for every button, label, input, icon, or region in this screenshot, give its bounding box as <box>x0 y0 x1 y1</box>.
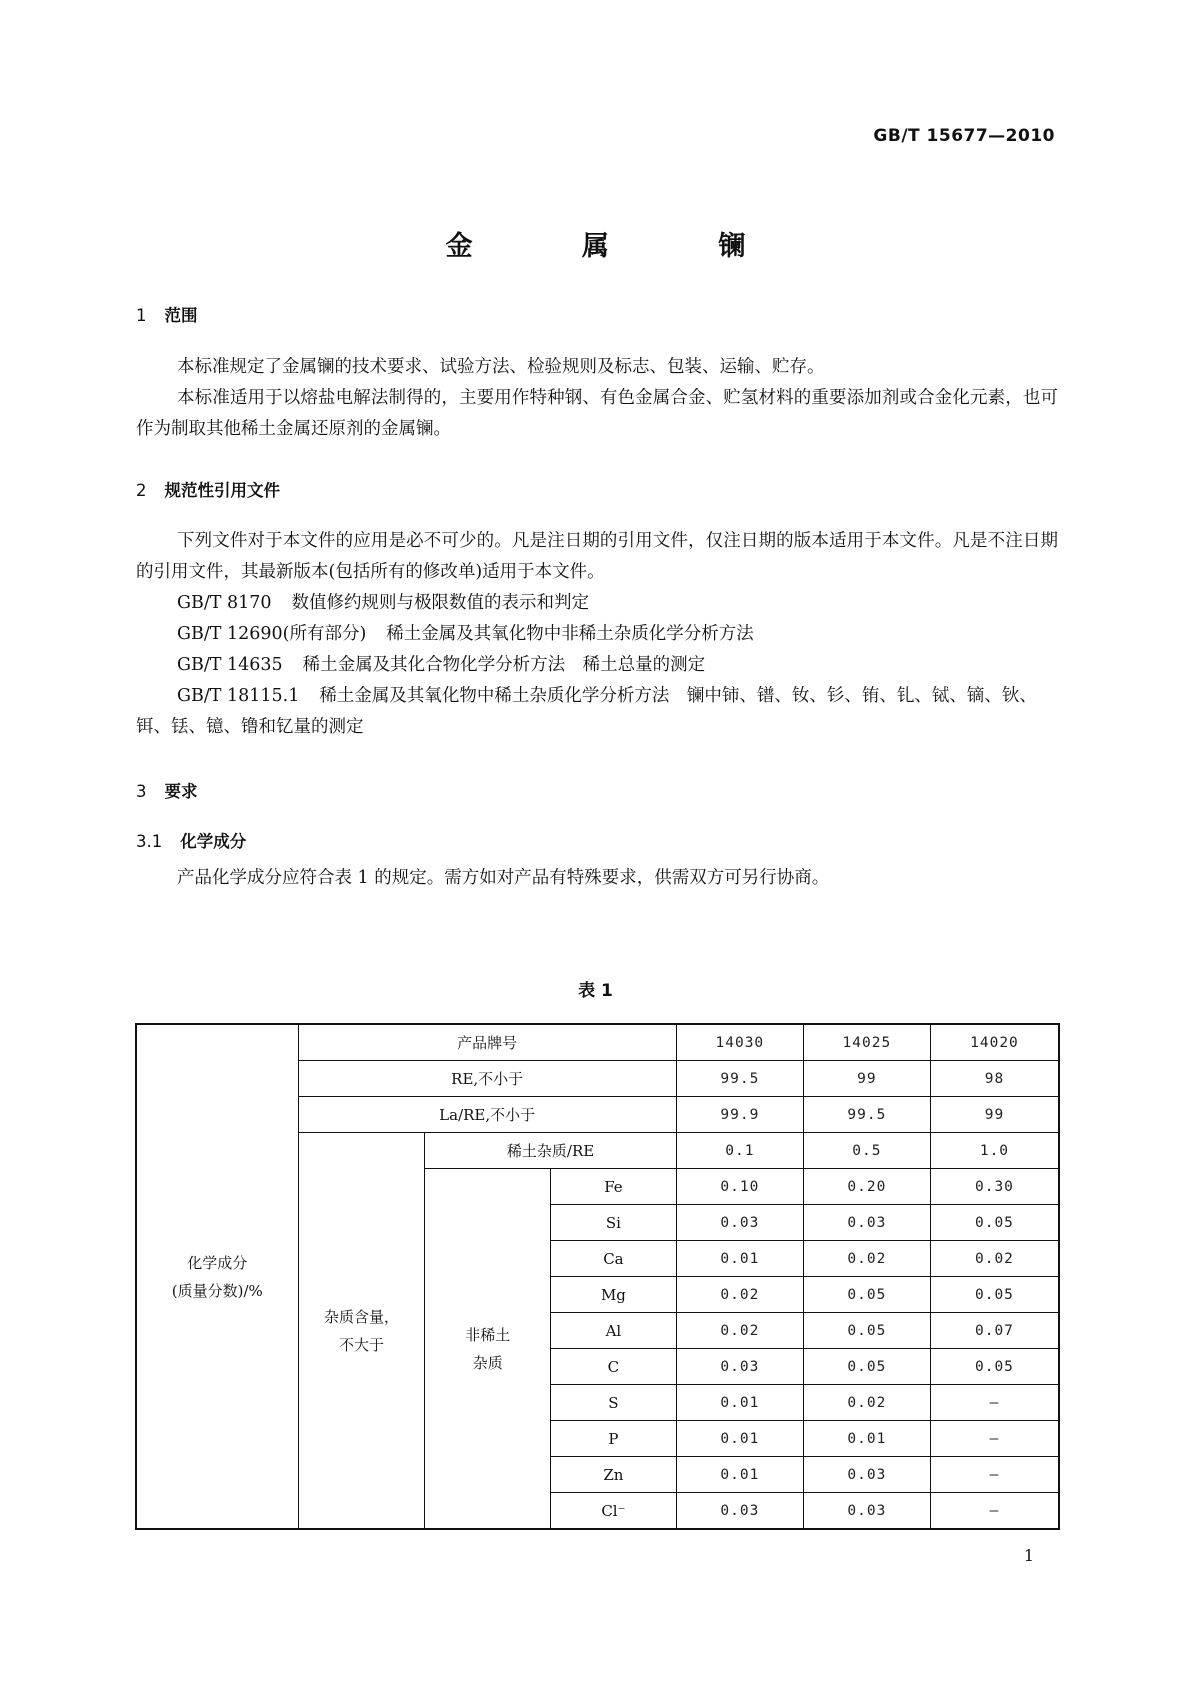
reference-title: 稀土金属及其化合物化学分析方法 稀土总量的测定 <box>302 655 706 675</box>
section-1-paragraph-2: 本标准适用于以熔盐电解法制得的，主要用作特种钢、有色金属合金、贮氢材料的重要添加剂或合金化元素，也可作为制取其他稀土金属还原剂的金属镧。 <box>136 388 1058 439</box>
label-line: 杂质含量， <box>323 1307 399 1326</box>
table-cell: 99 <box>803 1061 930 1097</box>
row-label: RE,不小于 <box>298 1061 676 1097</box>
table-cell: 0.05 <box>803 1349 930 1385</box>
table-cell: 0.01 <box>676 1457 803 1493</box>
element-label: Cl⁻ <box>551 1493 677 1530</box>
reference-title: 稀土金属及其氧化物中非稀土杂质化学分析方法 <box>386 624 754 644</box>
table-cell: 0.05 <box>930 1205 1059 1241</box>
section-title: 化学成分 <box>180 832 247 851</box>
table-caption: 表 1 <box>578 981 613 1001</box>
section-2-heading <box>136 477 280 501</box>
table-cell: 0.05 <box>930 1277 1059 1313</box>
table-cell: 0.05 <box>803 1277 930 1313</box>
grade-value: 14025 <box>803 1024 930 1061</box>
element-label: P <box>551 1421 677 1457</box>
page-number: 1 <box>1023 1546 1034 1565</box>
section-title: 要求 <box>164 782 198 801</box>
label-line: 不大于 <box>338 1335 384 1354</box>
table-cell: 0.03 <box>803 1205 930 1241</box>
label-line: (质量分数)/% <box>171 1281 263 1300</box>
table-cell: 0.03 <box>803 1457 930 1493</box>
normative-reference <box>136 588 1058 619</box>
grade-value: 14030 <box>676 1024 803 1061</box>
table-cell: 0.02 <box>676 1277 803 1313</box>
element-label: C <box>551 1349 677 1385</box>
row-label: 产品牌号 <box>298 1024 676 1061</box>
table-cell: 0.07 <box>930 1313 1059 1349</box>
section-title: 规范性引用文件 <box>164 481 280 500</box>
reference-code: GB/T 12690(所有部分) <box>177 624 367 644</box>
table-cell: — <box>930 1457 1059 1493</box>
chemical-composition-label <box>136 1024 298 1529</box>
section-1-heading <box>136 302 198 326</box>
table-cell: 0.02 <box>930 1241 1059 1277</box>
element-label: Al <box>551 1313 677 1349</box>
label-line: 杂质 <box>472 1353 503 1372</box>
standard-code: GB/T 15677—2010 <box>873 126 1055 146</box>
normative-reference <box>136 650 1058 681</box>
table-cell: 0.02 <box>676 1313 803 1349</box>
section-number: 3.1 <box>136 832 163 851</box>
normative-reference <box>136 681 1058 743</box>
table-cell: 99 <box>930 1097 1059 1133</box>
reference-title: 数值修约规则与极限数值的表示和判定 <box>291 593 590 613</box>
table-cell: 0.03 <box>803 1493 930 1530</box>
table-cell: 0.05 <box>803 1313 930 1349</box>
chemical-composition-table <box>135 1023 1060 1530</box>
impurity-content-label <box>298 1133 425 1530</box>
row-label: La/RE,不小于 <box>298 1097 676 1133</box>
table-cell: 0.02 <box>803 1241 930 1277</box>
table-cell: 0.05 <box>930 1349 1059 1385</box>
element-label: Ca <box>551 1241 677 1277</box>
grade-value: 14020 <box>930 1024 1059 1061</box>
table-cell: 0.03 <box>676 1205 803 1241</box>
table-row <box>136 1024 1059 1061</box>
table-cell: 0.03 <box>676 1493 803 1530</box>
normative-reference <box>136 619 1058 650</box>
table-cell: 0.01 <box>676 1385 803 1421</box>
label-line: 非稀土 <box>465 1325 511 1344</box>
table-cell: — <box>930 1493 1059 1530</box>
table-cell: 0.20 <box>803 1169 930 1205</box>
table-cell: 99.9 <box>676 1097 803 1133</box>
document-title: 金 属 镧 <box>445 231 796 262</box>
table-cell: — <box>930 1421 1059 1457</box>
table-cell: 0.02 <box>803 1385 930 1421</box>
reference-title: 稀土金属及其氧化物中稀土杂质化学分析方法 镧中铈、镨、钕、钐、铕、钆、铽、镝、钬、铒、铥、镱、镥和钇量的测定 <box>136 686 1037 737</box>
section-title: 范围 <box>164 306 198 325</box>
section-number: 1 <box>136 306 147 325</box>
non-rare-earth-impurity-label <box>425 1169 551 1530</box>
element-label: Zn <box>551 1457 677 1493</box>
section-1-paragraph-1: 本标准规定了金属镧的技术要求、试验方法、检验规则及标志、包装、运输、贮存。 <box>177 357 825 377</box>
element-label: Fe <box>551 1169 677 1205</box>
element-label: Mg <box>551 1277 677 1313</box>
table-cell: 0.1 <box>676 1133 803 1169</box>
section-2-paragraph-1: 下列文件对于本文件的应用是必不可少的。凡是注日期的引用文件，仅注日期的版本适用于本文件。凡是不注日期的引用文件，其最新版本(包括所有的修改单)适用于本文件。 <box>136 531 1058 582</box>
table-cell: 0.01 <box>676 1241 803 1277</box>
element-label: Si <box>551 1205 677 1241</box>
section-3-1-heading <box>136 828 246 852</box>
section-number: 3 <box>136 782 147 801</box>
label-line: 化学成分 <box>187 1253 248 1272</box>
table-cell: 0.5 <box>803 1133 930 1169</box>
section-3-1-paragraph: 产品化学成分应符合表 1 的规定。需方如对产品有特殊要求，供需双方可另行协商。 <box>177 868 830 888</box>
table-cell: 0.01 <box>803 1421 930 1457</box>
table-cell: 99.5 <box>803 1097 930 1133</box>
row-label: 稀土杂质/RE <box>425 1133 676 1169</box>
section-number: 2 <box>136 481 147 500</box>
reference-code: GB/T 8170 <box>177 593 272 613</box>
reference-code: GB/T 18115.1 <box>177 686 300 706</box>
section-3-heading <box>136 778 198 802</box>
table-cell: 0.10 <box>676 1169 803 1205</box>
element-label: S <box>551 1385 677 1421</box>
reference-code: GB/T 14635 <box>177 655 283 675</box>
table-cell: 98 <box>930 1061 1059 1097</box>
table-cell: 1.0 <box>930 1133 1059 1169</box>
table-cell: 0.30 <box>930 1169 1059 1205</box>
table-cell: 0.03 <box>676 1349 803 1385</box>
table-cell: 0.01 <box>676 1421 803 1457</box>
table-cell: — <box>930 1385 1059 1421</box>
table-cell: 99.5 <box>676 1061 803 1097</box>
